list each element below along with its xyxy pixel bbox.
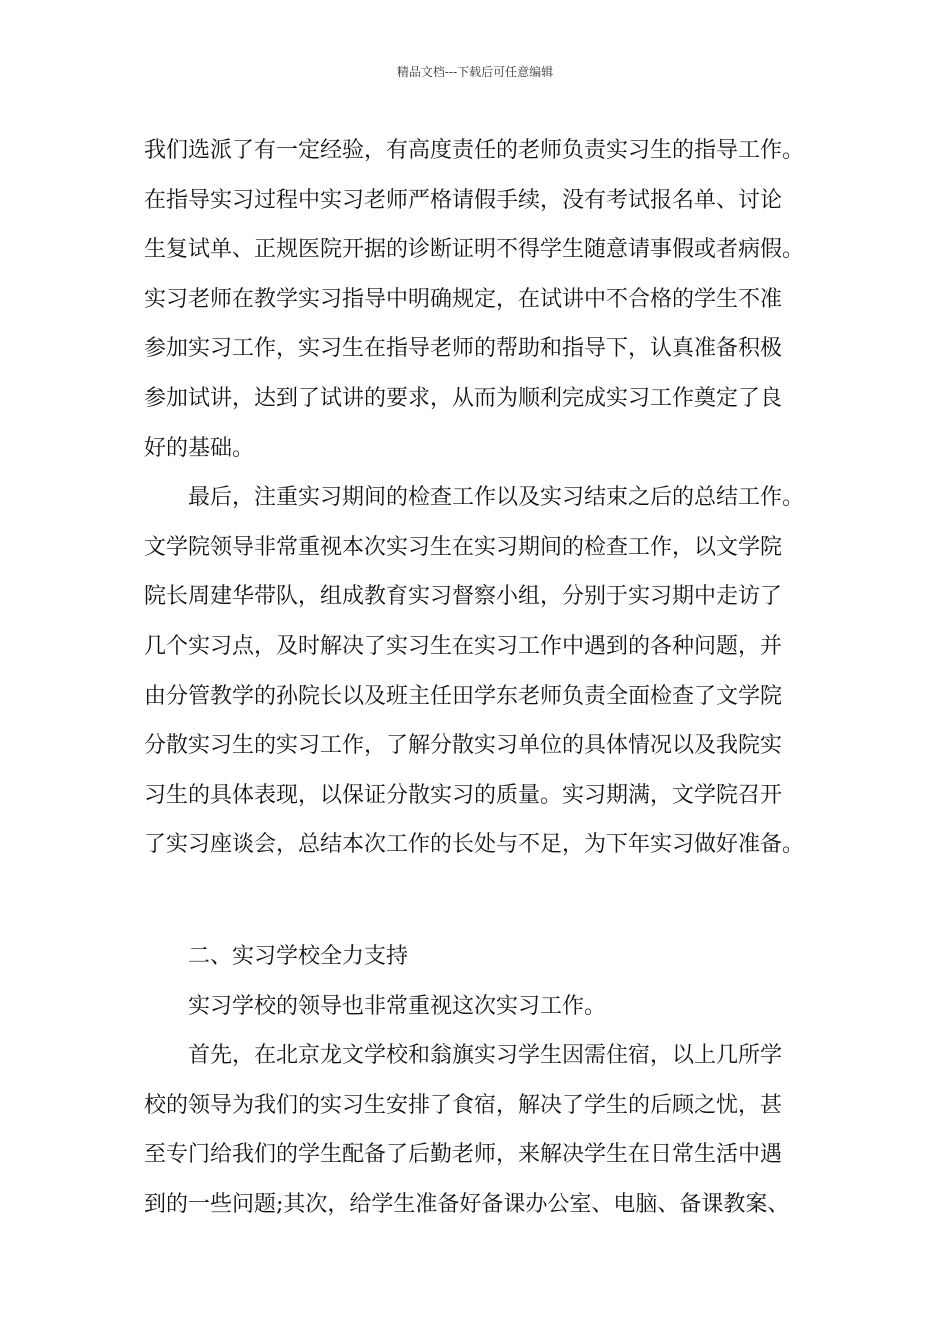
document-body bbox=[144, 126, 834, 1229]
text-line: 生复试单、正规医院开据的诊断证明不得学生随意请事假或者病假。 bbox=[144, 237, 805, 263]
text-line: 院长周建华带队，组成教育实习督察小组，分别于实习期中走访了 bbox=[144, 584, 783, 610]
text-line: 实习老师在教学实习指导中明确规定，在试讲中不合格的学生不准 bbox=[144, 286, 783, 312]
text-line: 首先，在北京龙文学校和翁旗实习学生因需住宿，以上几所学 bbox=[188, 1043, 783, 1069]
section-spacer bbox=[144, 870, 834, 932]
text-line: 几个实习点，及时解决了实习生在实习工作中遇到的各种问题，并 bbox=[144, 633, 783, 659]
text-line: 分散实习生的实习工作，了解分散实习单位的具体情况以及我院实 bbox=[144, 733, 783, 759]
text-line: 到的一些问题;其次，给学生准备好备课办公室、电脑、备课教案、 bbox=[144, 1191, 790, 1217]
paragraph-4 bbox=[144, 1031, 834, 1229]
section-heading: 二、实习学校全力支持 bbox=[188, 943, 409, 969]
paragraph-1 bbox=[144, 126, 834, 473]
text-line: 由分管教学的孙院长以及班主任田学东老师负责全面检查了文学院 bbox=[144, 683, 783, 709]
text-line: 参加实习工作，实习生在指导老师的帮助和指导下，认真准备积极 bbox=[144, 336, 783, 362]
text-line: 文学院领导非常重视本次实习生在实习期间的检查工作，以文学院 bbox=[144, 534, 783, 560]
text-line: 校的领导为我们的实习生安排了食宿，解决了学生的后顾之忧，甚 bbox=[144, 1092, 783, 1118]
text-line: 习生的具体表现，以保证分散实习的质量。实习期满，文学院召开 bbox=[144, 782, 783, 808]
text-line: 在指导实习过程中实习老师严格请假手续，没有考试报名单、讨论 bbox=[144, 187, 783, 213]
text-line: 我们选派了有一定经验，有高度责任的老师负责实习生的指导工作。 bbox=[144, 138, 805, 163]
paragraph-2 bbox=[144, 473, 834, 870]
text-line: 实习学校的领导也非常重视这次实习工作。 bbox=[188, 993, 607, 1019]
page-header: 精品文档---下载后可任意编辑 bbox=[396, 65, 554, 79]
text-line: 好的基础。 bbox=[144, 435, 255, 461]
paragraph-3 bbox=[144, 982, 834, 1032]
text-line: 最后，注重实习期间的检查工作以及实习结束之后的总结工作。 bbox=[188, 485, 805, 511]
text-line: 参加试讲，达到了试讲的要求，从而为顺利完成实习工作奠定了良 bbox=[144, 385, 783, 411]
text-line: 了实习座谈会，总结本次工作的长处与不足，为下年实习做好准备。 bbox=[144, 832, 805, 858]
text-line: 至专门给我们的学生配备了后勤老师，来解决学生在日常生活中遇 bbox=[144, 1142, 783, 1168]
